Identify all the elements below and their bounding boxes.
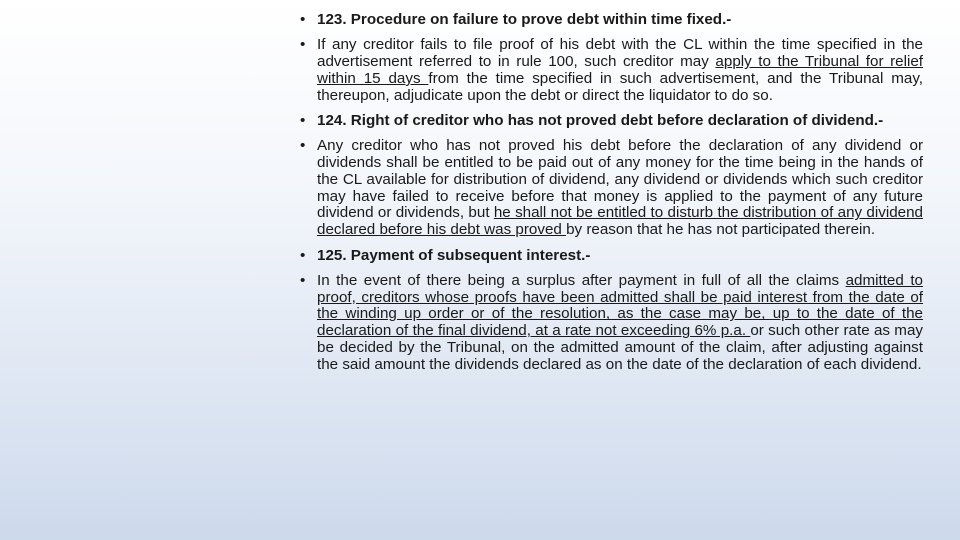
body-text: by reason that he has not participated therein. <box>566 221 876 239</box>
body-text: Any creditor who has not proved his debt before the declaration of any dividend or dividends shall be entitled to be paid out of any money for the time being in the hands of the CL available for distribution of dividend, any dividend or dividends which such creditor may have failed to receive before that money is applied to the payment of any future dividend or dividends, but <box>317 137 923 222</box>
rule-124-body <box>300 138 923 239</box>
bullet-list <box>300 12 923 374</box>
body-text: In the event of there being a surplus after payment in full of all the claims <box>317 271 846 289</box>
rule-124-heading: • 124. Right of creditor who has not proved debt before declaration of dividend.- <box>300 113 923 130</box>
rule-123-heading: • 123. Procedure on failure to prove debt within time fixed.- <box>300 12 923 29</box>
body-text: from the time specified in such advertisement, and the Tribunal may, thereupon, adjudicate upon the debt or direct the liquidator to do so. <box>317 69 924 104</box>
underlined-text: admitted to proof, creditors whose proofs have been admitted shall be paid interest from the date of the winding up order or of the resolution, as the case may be, up to the date of the declaration of the final dividend, at a rate not exceeding 6% p.a. <box>317 271 923 340</box>
rule-123-body <box>300 37 923 104</box>
body-text: If any creditor fails to file proof of his debt with the CL within the time specified in the advertisement referred to in rule 100, such creditor may <box>317 36 923 71</box>
underlined-text: apply to the Tribunal for relief within 15 days <box>317 53 923 87</box>
rule-125-heading: • 125. Payment of subsequent interest.- <box>300 248 923 265</box>
rule-125-body <box>300 273 923 374</box>
body-text: or such other rate as may be decided by the Tribunal, on the admitted amount of the claim, after adjusting against the said amount the dividends declared as on the date of the declaration of each dividend. <box>317 322 924 373</box>
underlined-text: he shall not be entitled to disturb the distribution of any dividend declared before his debt was proved <box>317 204 923 239</box>
slide-content <box>300 12 923 382</box>
